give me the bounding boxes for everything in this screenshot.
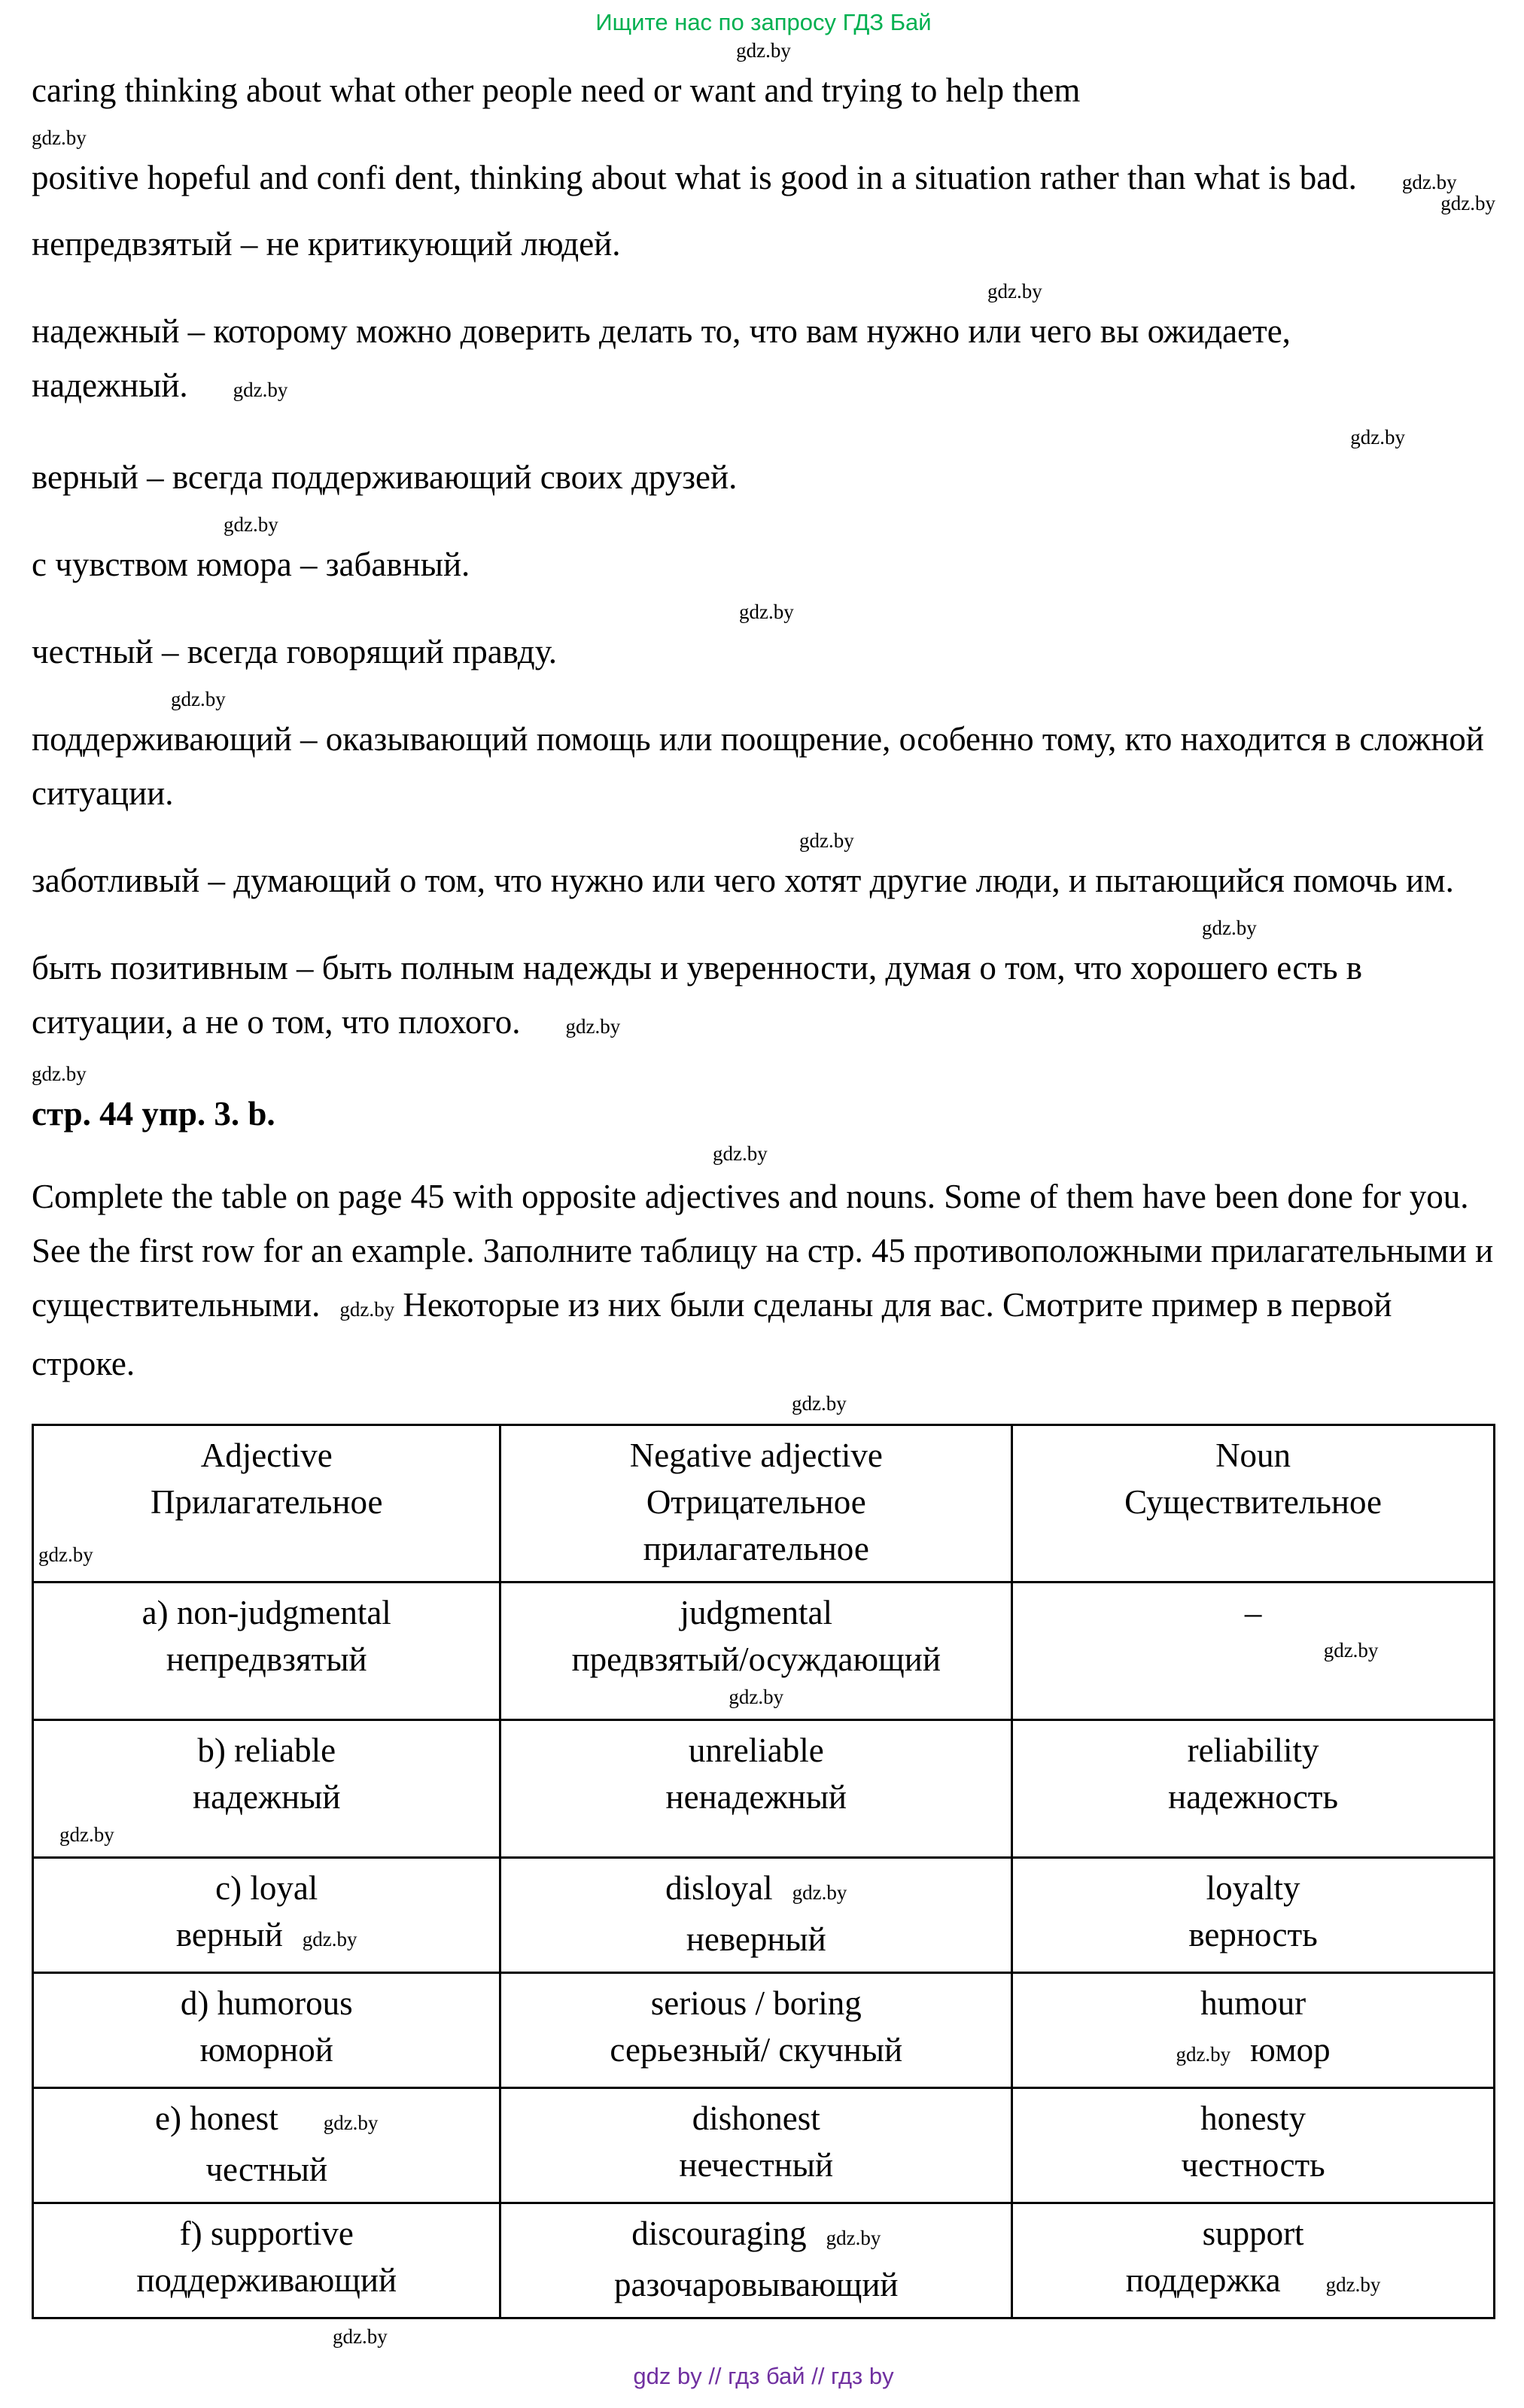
definition-text: верный – всегда поддерживающий своих друзей. xyxy=(32,458,738,496)
cell-adjective xyxy=(33,1973,500,2088)
table-row-b xyxy=(33,1720,1495,1858)
cell-line-ru: разочаровывающий xyxy=(614,2266,899,2303)
header-line: Прилагательное xyxy=(150,1483,383,1521)
watermark: gdz.by xyxy=(739,600,794,623)
definition-supportive-ru xyxy=(32,712,1495,820)
watermark: gdz.by xyxy=(32,126,87,149)
definition-nonjudgmental-ru xyxy=(32,217,1495,271)
header-noun xyxy=(1012,1425,1495,1583)
cell-line-ru: честность xyxy=(1181,2146,1325,2184)
definition-text: быть позитивным – быть полным надежды и уверенности, думая о том, что хорошего есть в ситуации, а не о том, что плохого. xyxy=(32,949,1363,1041)
table-row-c xyxy=(33,1858,1495,1973)
definition-text: с чувством юмора – забавный. xyxy=(32,546,470,583)
watermark: gdz.by xyxy=(792,1881,847,1904)
cell-line-ru: серьезный/ скучный xyxy=(610,2031,903,2069)
definition-caring xyxy=(32,63,1495,117)
watermark: gdz.by xyxy=(1176,2043,1231,2066)
cell-line-en: judgmental xyxy=(680,1594,833,1631)
watermark: gdz.by xyxy=(333,2325,388,2348)
cell-line-ru: верный gdz.by xyxy=(175,1916,357,1953)
cell-noun xyxy=(1012,1583,1495,1720)
task-text-part2: Некоторые из них были сделаны для вас. Смотрите пример в первой строке. xyxy=(32,1286,1392,1382)
watermark: gdz.by xyxy=(1325,2273,1381,2296)
cell-line-en: disloyal gdz.by xyxy=(665,1869,847,1907)
cell-adjective xyxy=(33,1583,500,1720)
watermark: gdz.by xyxy=(339,1298,395,1321)
cell-noun xyxy=(1012,1720,1495,1858)
cell-line-en: c) loyal xyxy=(215,1869,318,1907)
definition-positive xyxy=(32,150,1495,214)
header-adjective xyxy=(33,1425,500,1583)
cell-negative xyxy=(500,1583,1012,1720)
watermark: gdz.by xyxy=(302,1928,357,1950)
cell-line-ru: нечестный xyxy=(679,2146,834,2184)
cell-line-ru: неверный xyxy=(686,1920,826,1958)
cell-line-ru: непредвзятый xyxy=(166,1640,367,1678)
cell-line-en: f) supportive xyxy=(179,2215,354,2252)
definition-text: заботливый – думающий о том, что нужно или чего хотят другие люди, и пытающийся помочь им. xyxy=(32,862,1454,899)
table-row-f xyxy=(33,2203,1495,2318)
table-row-d xyxy=(33,1973,1495,2088)
watermark: gdz.by xyxy=(38,1543,93,1566)
cell-line-en: honesty xyxy=(1200,2099,1307,2137)
definition-text: надежный – которому можно доверить делать то, что вам нужно или чего вы ожидаете, надежный. xyxy=(32,312,1291,404)
cell-line-ru: надежность xyxy=(1168,1778,1338,1816)
cell-line-en: support xyxy=(1202,2215,1304,2252)
watermark: gdz.by xyxy=(792,1392,847,1415)
watermark: gdz.by xyxy=(1440,192,1495,214)
definition-positive-ru xyxy=(32,941,1495,1054)
watermark: gdz.by xyxy=(233,379,288,401)
cell-adjective xyxy=(33,1858,500,1973)
watermark: gdz.by xyxy=(224,513,278,536)
cell-line-en: serious / boring xyxy=(650,1984,862,2022)
cell-negative xyxy=(500,1858,1012,1973)
definition-text: positive hopeful and confi dent, thinking about what is good in a situation rather than what is bad. xyxy=(32,159,1357,196)
cell-line-en: reliability xyxy=(1187,1732,1319,1769)
watermark: gdz.by xyxy=(565,1015,621,1038)
cell-line-en: humour xyxy=(1200,1984,1307,2022)
cell-negative xyxy=(500,2088,1012,2203)
cell-line-ru: поддержка gdz.by xyxy=(1125,2261,1381,2299)
header-line: Noun xyxy=(1215,1437,1291,1474)
cell-noun xyxy=(1012,1858,1495,1973)
definition-honest-ru xyxy=(32,625,1495,679)
task-text-part1: Complete the table on page 45 with opposite adjectives and nouns. Some of them have been done for you. See the first row for an example. Заполните таблицу на стр. 45 противоположными прилагательными и существительными. xyxy=(32,1178,1494,1324)
cell-line-en: dishonest xyxy=(692,2099,820,2137)
watermark: gdz.by xyxy=(1202,917,1257,939)
cell-line-ru: gdz.by юмор xyxy=(1176,2031,1331,2069)
cell-line-en: unreliable xyxy=(688,1732,824,1769)
footer-links[interactable]: gdz by // гдз бай // гдз by xyxy=(633,2363,894,2389)
cell-line-en: b) reliable xyxy=(197,1732,336,1769)
opposites-table xyxy=(32,1424,1495,2319)
cell-negative xyxy=(500,1720,1012,1858)
exercise-heading: стр. 44 упр. 3. b. xyxy=(32,1095,275,1133)
watermark: gdz.by xyxy=(799,829,854,852)
definition-text: честный – всегда говорящий правду. xyxy=(32,633,557,670)
header-negative-adjective xyxy=(500,1425,1012,1583)
header-line: Существительное xyxy=(1124,1483,1382,1521)
definition-caring-ru xyxy=(32,853,1495,908)
cell-line-ru: предвзятый/осуждающий xyxy=(571,1640,941,1678)
definition-text: caring thinking about what other people need or want and trying to help them xyxy=(32,71,1081,109)
cell-adjective xyxy=(33,2088,500,2203)
watermark: gdz.by xyxy=(729,1686,784,1708)
cell-line-ru: честный xyxy=(205,2151,328,2188)
definition-humorous-ru xyxy=(32,537,1495,591)
watermark: gdz.by xyxy=(1350,426,1405,448)
watermark: gdz.by xyxy=(826,2227,881,2249)
watermark: gdz.by xyxy=(713,1142,768,1165)
cell-negative xyxy=(500,1973,1012,2088)
header-line: Negative adjective xyxy=(629,1437,883,1474)
definition-text: поддерживающий – оказывающий помощь или поощрение, особенно тому, кто находится в сложной ситуации. xyxy=(32,720,1484,812)
cell-line-ru: верность xyxy=(1188,1916,1318,1953)
cell-line-ru: юморной xyxy=(199,2031,333,2069)
cell-line-ru: ненадежный xyxy=(665,1778,847,1816)
cell-line-en: a) non-judgmental xyxy=(141,1594,391,1631)
cell-adjective xyxy=(33,1720,500,1858)
cell-noun xyxy=(1012,1973,1495,2088)
cell-line-ru: поддерживающий xyxy=(136,2261,397,2299)
definition-reliable-ru xyxy=(32,304,1495,417)
cell-noun xyxy=(1012,2203,1495,2318)
header-line: Отрицательное xyxy=(646,1483,866,1521)
table-row-a xyxy=(33,1583,1495,1720)
watermark: gdz.by xyxy=(323,2112,379,2134)
table-header-row xyxy=(33,1425,1495,1583)
watermark: gdz.by xyxy=(1401,171,1457,193)
top-banner-link[interactable]: Ищите нас по запросу ГДЗ Бай xyxy=(595,9,932,35)
watermark: gdz.by xyxy=(736,39,791,62)
footer xyxy=(32,2363,1495,2390)
definition-loyal-ru xyxy=(32,450,1495,504)
cell-adjective xyxy=(33,2203,500,2318)
definition-text: непредвзятый – не критикующий людей. xyxy=(32,225,621,263)
cell-line-ru: надежный xyxy=(193,1778,341,1816)
watermark: gdz.by xyxy=(32,1063,87,1085)
table-row-e xyxy=(33,2088,1495,2203)
cell-line-en: d) humorous xyxy=(180,1984,353,2022)
cell-negative xyxy=(500,2203,1012,2318)
task-text xyxy=(32,1169,1495,1391)
header-line: Adjective xyxy=(200,1437,333,1474)
cell-line-en: loyalty xyxy=(1206,1869,1300,1907)
watermark: gdz.by xyxy=(59,1823,114,1846)
cell-line-en: discouraging gdz.by xyxy=(631,2215,881,2252)
watermark: gdz.by xyxy=(1323,1639,1379,1662)
watermark: gdz.by xyxy=(171,688,226,710)
cell-line-en: – xyxy=(1244,1594,1262,1631)
header-line: прилагательное xyxy=(643,1530,869,1567)
watermark: gdz.by xyxy=(987,280,1042,303)
cell-noun xyxy=(1012,2088,1495,2203)
cell-line-en: e) honest gdz.by xyxy=(155,2099,379,2137)
